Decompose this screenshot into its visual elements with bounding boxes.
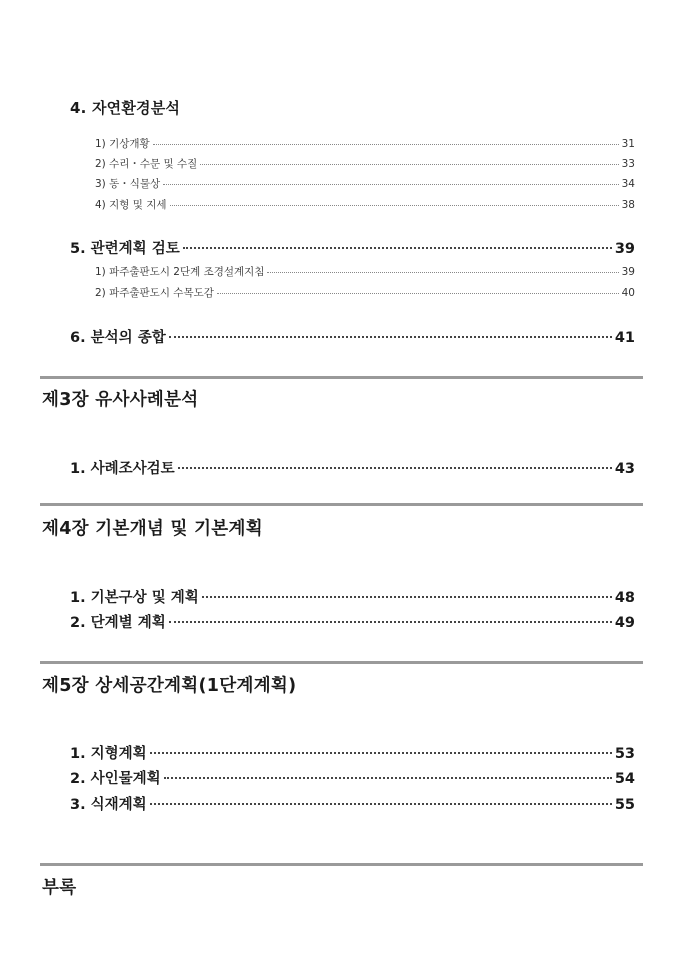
appendix-title: 부록: [42, 878, 77, 898]
leader-dots: [202, 596, 612, 598]
toc-entry-label: 1. 기본구상 및 계획: [70, 590, 199, 606]
leader-dots: [169, 336, 612, 338]
toc-entry-label: 6. 분석의 종합: [70, 330, 166, 346]
chapter-divider: [40, 376, 643, 379]
toc-entry-label: 2) 파주출판도시 수목도감: [95, 287, 214, 299]
section-title: 4. 자연환경분석: [70, 99, 181, 117]
toc-entry-page: 55: [614, 797, 635, 813]
toc-entry-page: 41: [614, 330, 635, 346]
toc-entry-label: 2. 사인물계획: [70, 771, 161, 787]
toc-section-entry[interactable]: [70, 586, 635, 607]
toc-entry-label: 4) 지형 및 지세: [95, 199, 167, 211]
toc-section-entry[interactable]: [70, 237, 635, 258]
toc-entry-page: 48: [614, 590, 635, 606]
toc-entry-page: 38: [621, 199, 635, 211]
toc-entry-page: 39: [614, 241, 635, 257]
leader-dots: [267, 272, 618, 273]
chapter-divider: [40, 863, 643, 866]
toc-entry-label: 2) 수리・수문 및 수질: [95, 158, 198, 170]
toc-section-entry[interactable]: [70, 611, 635, 632]
toc-entry-label: 1. 사례조사검토: [70, 461, 175, 477]
toc-entry[interactable]: [95, 264, 635, 279]
chapter-title: 제4장 기본개념 및 기본계획: [42, 519, 263, 539]
toc-entry[interactable]: [95, 176, 635, 191]
toc-entry-page: 33: [621, 158, 635, 170]
toc-section-entry[interactable]: [70, 457, 635, 478]
leader-dots: [153, 144, 619, 145]
toc-entry-page: 54: [614, 771, 635, 787]
toc-entry-label: 1. 지형계획: [70, 746, 147, 762]
leader-dots: [169, 621, 612, 623]
chapter-divider: [40, 503, 643, 506]
toc-section-entry[interactable]: [70, 767, 635, 788]
leader-dots: [200, 164, 618, 165]
toc-entry-label: 1) 파주출판도시 2단계 조경설계지침: [95, 266, 265, 278]
leader-dots: [170, 205, 619, 206]
toc-entry-page: 34: [621, 178, 635, 190]
toc-entry-label: 3) 동・식물상: [95, 178, 161, 190]
toc-entry-page: 49: [614, 615, 635, 631]
toc-entry-page: 40: [621, 287, 635, 299]
toc-entry-label: 1) 기상개황: [95, 138, 150, 150]
toc-entry-page: 53: [614, 746, 635, 762]
leader-dots: [164, 777, 612, 779]
leader-dots: [217, 293, 619, 294]
leader-dots: [150, 803, 612, 805]
chapter-title: 제3장 유사사례분석: [42, 390, 199, 410]
leader-dots: [178, 467, 612, 469]
chapter-divider: [40, 661, 643, 664]
toc-entry[interactable]: [95, 285, 635, 300]
toc-entry-label: 2. 단계별 계획: [70, 615, 166, 631]
leader-dots: [183, 247, 612, 249]
toc-entry-label: 5. 관련계획 검토: [70, 241, 180, 257]
chapter-title: 제5장 상세공간계획(1단계계획): [42, 676, 297, 696]
toc-entry[interactable]: [95, 136, 635, 151]
toc-section-entry[interactable]: [70, 326, 635, 347]
toc-entry-page: 43: [614, 461, 635, 477]
toc-entry[interactable]: [95, 197, 635, 212]
toc-entry[interactable]: [95, 156, 635, 171]
toc-entry-page: 31: [621, 138, 635, 150]
toc-section-entry[interactable]: [70, 742, 635, 763]
leader-dots: [150, 752, 612, 754]
toc-section-entry[interactable]: [70, 793, 635, 814]
toc-entry-page: 39: [621, 266, 635, 278]
toc-entry-label: 3. 식재계획: [70, 797, 147, 813]
leader-dots: [163, 184, 618, 185]
